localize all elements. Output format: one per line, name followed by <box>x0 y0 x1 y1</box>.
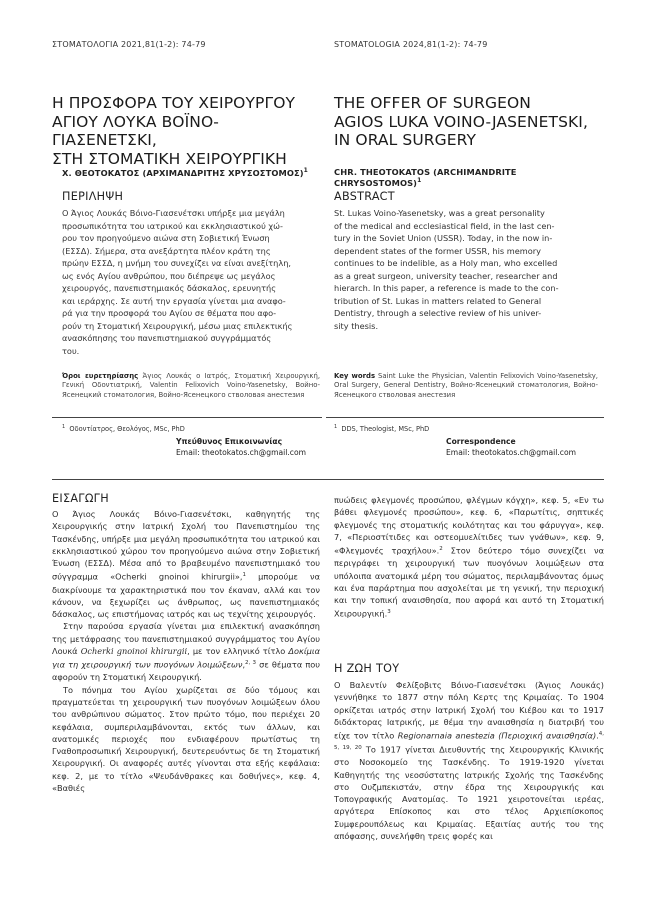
running-header-english: STOMATOLOGIA 2024,81(1-2): 74-79 <box>334 40 488 49</box>
english-footnote: $^1$ DDS, Theologist, MSc, PhD <box>334 424 430 434</box>
paragraph: Στην παρούσα εργασία γίνεται μια επιλεκτική ανασκόπηση της μετάφρασης του πανεπιστημιακού συγγράμματος του Αγίου Λουκά Ocherki gnoinoi khirurgii, με τον ελληνικό τίτλο Δοκίμια για τη χειρουργική των πυογόνων λοιμώξεων,$^{2, 3}$ σε θέματα που αφορούν τη Στοματική Χειρουργική. <box>52 621 320 683</box>
english-title <box>334 94 614 150</box>
intro-heading: ΕΙΣΑΓΩΓΗ <box>52 492 109 505</box>
section-separator <box>52 479 604 480</box>
english-author: CHR. THEOTOKATOS (ARCHIMANDRITE CHRYSOSTOMOS)$^1$ <box>334 167 517 188</box>
greek-title-line: ΑΓΙΟΥ ΛΟΥΚΑ ΒΟΪΝΟ-ΓΙΑΣΕΝΕΤΣΚΙ, <box>52 112 219 149</box>
greek-abstract-heading: ΠΕΡΙΛΗΨΗ <box>62 190 124 203</box>
paragraph: Ο Βαλεντίν Φελίξοβιτς Βόινο-Γιασενέτσκι (Άγιος Λουκάς) γεννήθηκε το 1877 στην πόλη Κερτς της Κριμαίας. Το 1904 ορκίζεται ιατρός στην Ιατρική Σχολή του Κιέβου και το 1917 διδάκτορας Ιατρικής, με θέμα την αναισθησία η διατριβή του είχε τον τίτλο Regionarnaia anestezia (Περιοχική αναισθησία).$^{4, 5, 19, 20}$ Το 1917 γίνεται Διευθυντής της Χειρουργικής Κλινικής στο Νοσοκομείο της Τασκένδης. Το 1919-1920 γίνεται Καθηγητής της νεοσύστατης Ιατρικής Σχολής της Τασκένδης στο Ουζμπεκιστάν, στην έδρα της Χειρουργικής και Τοπογραφικής Ανατομίας. Το 1921 χειροτονείται ιερέας, αργότερα Επίσκοπος και στο τέλος Αρχιεπίσκοπος Συμφερουπόλεως και Κριμαίας. Εξαιτίας αυτής του της απόφασης, συνελήφθη τρεις φορές και <box>334 680 604 842</box>
running-header-greek: ΣΤΟΜΑΤΟΛΟΓΙΑ 2021,81(1-2): 74-79 <box>52 40 206 49</box>
english-footnote-rule <box>326 417 604 418</box>
greek-keywords: Όροι ευρετηρίασης Άγιος Λουκάς ο Ιατρός, Στοματική Χειρουργική, Γενική Οδοντιατρική, Valentin Felixovich Voino-Yasenetsky, Войно-Ясенецкий стоматология, Войно-Ясенецкого стволовая анестезия <box>62 372 321 399</box>
greek-title-line: Η ΠΡΟΣΦΟΡΑ ΤΟΥ ΧΕΙΡΟΥΡΓΟΥ <box>52 94 296 112</box>
intro-text <box>52 508 320 794</box>
greek-author: Χ. ΘΕΟΤΟΚΑΤΟΣ (ΑΡΧΙΜΑΝΔΡΙΤΗΣ ΧΡΥΣΟΣΤΟΜΟΣ)$^1$ <box>62 167 308 178</box>
english-abstract-heading: ABSTRACT <box>334 190 395 203</box>
intro-text-continued <box>334 494 604 620</box>
life-heading: Η ΖΩΗ ΤΟΥ <box>334 662 400 675</box>
greek-title-line: ΣΤΗ ΣΤΟΜΑΤΙΚΗ ΧΕΙΡΟΥΡΓΙΚΗ <box>52 149 287 168</box>
paragraph: Ο Άγιος Λουκάς Βόινο-Γιασενέτσκι, καθηγητής της Χειρουργικής στην Ιατρική Σχολή του Πανεπιστημίου της Τασκένδης, υπήρξε μια μεγάλη προσωπικότητα του ιατρικού και εκκλησιαστικού χώρου τον προηγούμενο αιώνα στην Σοβιετική Ένωση (ΕΣΣΔ). Μέσα από το βραβευμένο πανεπιστημιακό του σύγγραμμα «Ocherki gnoinoi khirurgii»,$^1$ μπορούμε να διακρίνουμε τα χαρακτηριστικά που τον έκαναν, αλλά και τον κάνουν, να ξεχωρίζει ως άνθρωπος, ως πανεπιστημιακός δάσκαλος, ως επιστήμονας ιατρός και ως τεχνίτης χειρουργός. <box>52 509 320 620</box>
greek-footnote: $^1$ Οδοντίατρος, Θεολόγος, MSc, PhD <box>62 424 185 434</box>
greek-title <box>52 94 322 168</box>
greek-email[interactable]: Email: theotokatos.ch@gmail.com <box>176 447 306 457</box>
english-title-line: IN ORAL SURGERY <box>334 131 477 149</box>
life-text <box>334 679 604 842</box>
paragraph: πυώδεις φλεγμονές προσώπου, φλέγμων κόγχη», κεφ. 5, «Εν τω βάθει φλεγμονές προσώπου», κεφ. 6, «Παρωτίτις, σηπτικές φλεγμονές της στοματικής κοιλότητας και του φάρυγγα», κεφ. 7, «Περιοστίτιδες και οστεομυελίτιδες των γνάθων», κεφ. 9, «Φλεγμονές τραχήλου».$^2$ Στον δεύτερο τόμο συνεχίζει να περιγράφει τη χειρουργική των πυογόνων λοιμώξεων στα υπόλοιπα ανατομικά μέρη του σώματος, περιλαμβάνοντας όμως και ένα παράρτημα που ασχολείται με τη γενική, την περιοχική και την τοπική αναισθησία, που αφορά και αυτό τη Στοματική Χειρουργική.$^3$ <box>334 495 605 620</box>
english-abstract: St. Lukas Voino-Yasenetsky, was a great personality of the medical and ecclesiastical field, in the last cen- tury in the Soviet Union (USSR). Today, in the now in- dependent states of the former USSR, his memory continues to be indelible, as a Holy man, who excelled as a great surgeon, university teacher, researcher and hierarch. In this paper, a reference is made to the con- tribution of St. Lukas in matters related to General Dentistry, through a selective review of his univer- sity thesis. <box>334 208 559 331</box>
english-title-line: AGIOS LUKA VOINO-JASENETSKI, <box>334 112 588 131</box>
english-keywords: Key words Saint Luke the Physician, Valentin Felixovich Voino-Yasenetsky, Oral Surgery, General Dentistry, Войно-Ясенецкий стоматология, Войно-Ясенецкого стволовая анестезия <box>334 372 598 399</box>
paragraph: Το πόνημα του Αγίου χωρίζεται σε δύο τόμους και πραγματεύεται τη χειρουργική των πυογόνων λοιμώξεων όλου του ανθρώπινου σώματος. Στον πρώτο τόμο, που περιέχει 20 κεφάλαια, συμπεριλαμβάνονται, εκτός των άλλων, και ανατομικές περιοχές που ενδιαφέρουν πρωτίστως τη Γναθοπροσωπική Χειρουργική, δευτερευόντως δε τη Στοματική Χειρουργική. Οι αναφορές αυτές γίνονται στα εξής κεφάλαια: κεφ. 2, με το τίτλο «Ψευδάνθρακες και δοθιήνες», κεφ. 4, «Βαθιές <box>52 684 320 793</box>
greek-footnote-rule <box>52 417 322 418</box>
greek-abstract: Ο Άγιος Λουκάς Βόινο-Γιασενέτσκι υπήρξε μια μεγάλη προσωπικότητα του ιατρικού και εκκλησιαστικού χώ- ρου τον προηγούμενο αιώνα στη Σοβιετική Ένωση (ΕΣΣΔ). Σήμερα, στα ανεξάρτητα πλέον κράτη της πρώην ΕΣΣΔ, η μνήμη του συνεχίζει να είναι ανεξίτηλη, ως ενός Αγίου ανθρώπου, που διέπρεψε ως μεγάλος χειρουργός, πανεπιστημιακός δάσκαλος, ερευνητής και ιεράρχης. Σε αυτή την εργασία γίνεται μια αναφο- ρά για την προσφορά του Αγίου σε θέματα που αφο- ρούν τη Στοματική Χειρουργική, μέσω μιας επιλεκτικής ανασκόπησης του πανεπιστημιακού συγγράμματός του. <box>62 208 293 356</box>
english-correspondence: Correspondence Email: theotokatos.ch@gmail.com <box>446 437 576 457</box>
greek-correspondence: Υπεύθυνος Επικοινωνίας Email: theotokatos.ch@gmail.com <box>176 437 306 457</box>
english-title-line: THE OFFER OF SURGEON <box>334 94 531 112</box>
english-email[interactable]: Email: theotokatos.ch@gmail.com <box>446 447 576 457</box>
